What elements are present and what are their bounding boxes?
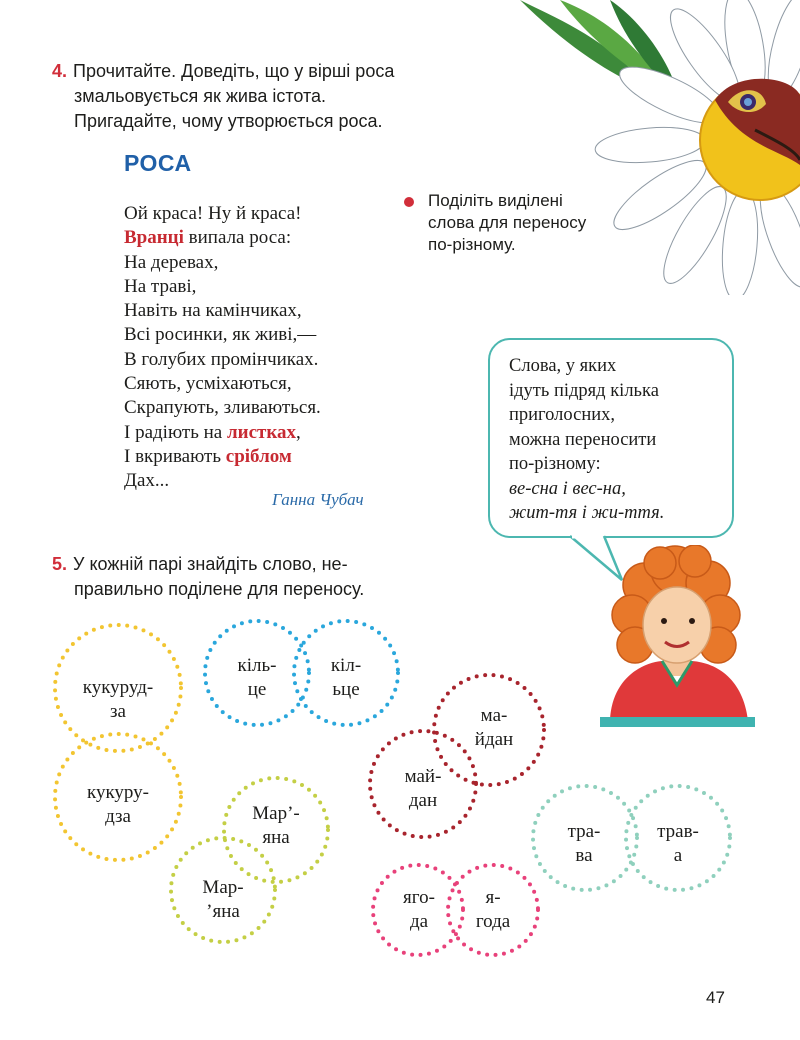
highlighted-word: Вранці — [124, 227, 184, 249]
word-part: трав- — [657, 821, 699, 842]
word-part: я- — [485, 887, 501, 908]
bubble-line: приголосних, — [509, 405, 616, 425]
poem-title: РОСА — [124, 150, 192, 176]
poem-author: Ганна Чубач — [272, 490, 364, 509]
word-part: кукуруд- — [82, 677, 154, 698]
bullet-note — [404, 190, 634, 256]
word-part: за — [110, 701, 126, 722]
task-4-line-3: Пригадайте, чому утворюється роса. — [74, 111, 383, 131]
highlighted-word: сріблом — [225, 445, 292, 467]
bubble-example: жит-тя і жи-ття. — [509, 503, 665, 523]
poem-line: На траві, — [124, 275, 197, 297]
word-part: це — [247, 679, 267, 700]
word-part: дза — [105, 806, 131, 827]
task-5-number: 5. — [52, 554, 68, 574]
bubble-line: Слова, у яких — [509, 356, 617, 376]
poem-line-start: І радіють на — [124, 421, 227, 443]
bubble-line: по-різному: — [509, 454, 601, 474]
bullet-note-line: по-різному. — [428, 235, 516, 254]
word-part: кукуру- — [86, 782, 149, 803]
word-part: Мар- — [202, 877, 244, 898]
poem-text — [124, 202, 321, 494]
word-part: кіль- — [237, 655, 277, 676]
task-4-instructions — [52, 59, 472, 134]
task-4-number: 4. — [52, 61, 68, 81]
bubble-example: ве-сна і вес-на, — [509, 478, 626, 499]
page-number: 47 — [706, 988, 725, 1007]
word-part: Мар’- — [252, 803, 300, 824]
word-option[interactable] — [383, 765, 463, 813]
word-part: ’яна — [206, 901, 240, 922]
word-part: года — [475, 911, 511, 932]
poem-line: Всі росинки, як живі,— — [124, 324, 317, 346]
bullet-note-line: слова для переносу — [428, 213, 587, 232]
word-option[interactable] — [455, 886, 531, 934]
task-5-instructions — [52, 552, 452, 602]
bullet-dot-icon — [404, 197, 414, 207]
word-option[interactable] — [236, 802, 316, 850]
poem-line: Навіть на камінчиках, — [124, 300, 302, 322]
word-part: ва — [575, 845, 593, 866]
word-option[interactable] — [183, 876, 263, 924]
task-4-line-1: Прочитайте. Доведіть, що у вірші роса — [73, 61, 395, 81]
word-part: да — [409, 911, 429, 932]
poem-line-rest: випала роса: — [183, 227, 292, 249]
word-option[interactable] — [544, 820, 624, 868]
bubble-line: можна переносити — [509, 429, 657, 450]
speech-bubble-text — [509, 354, 664, 526]
poem-line-start: І вкривають — [124, 445, 226, 467]
word-part: ьце — [332, 679, 360, 700]
word-part: дан — [408, 790, 438, 811]
word-option[interactable] — [58, 781, 178, 829]
word-option[interactable] — [383, 886, 455, 934]
poem-line: В голубих промінчиках. — [124, 348, 319, 370]
poem-line — [124, 226, 321, 250]
highlighted-word: листках — [226, 421, 297, 443]
word-part: ма- — [480, 705, 508, 726]
word-part: кіл- — [330, 655, 362, 676]
task-5-line-2: правильно поділене для переносу. — [74, 579, 365, 599]
bubble-line: ідуть підряд кілька — [509, 380, 659, 401]
word-option[interactable] — [638, 820, 718, 868]
word-part: май- — [404, 766, 442, 787]
task-5-line-1: У кожній парі знайдіть слово, не- — [73, 554, 348, 574]
word-part: тра- — [567, 821, 601, 842]
poem-line: На деревах, — [124, 251, 219, 273]
word-part: а — [673, 845, 683, 866]
poem-line: Сяють, усміхаються, — [124, 373, 292, 395]
poem-line-end: , — [296, 421, 301, 443]
word-part: яна — [262, 827, 290, 848]
poem-line: Ой краса! Ну й краса! — [124, 203, 302, 224]
poem-line: Дах... — [124, 470, 170, 492]
poem-line: Скрапують, зливаються. — [124, 397, 321, 419]
word-part: яго- — [403, 887, 435, 908]
word-option[interactable] — [58, 676, 178, 724]
word-option[interactable] — [454, 704, 534, 752]
poem-line — [124, 445, 321, 469]
word-option[interactable] — [306, 654, 386, 702]
bullet-note-text — [428, 190, 634, 256]
task-4-line-2: змальовується як жива істота. — [74, 86, 327, 106]
word-option[interactable] — [217, 654, 297, 702]
word-part: йдан — [474, 729, 514, 750]
bullet-note-line: Поділіть виділені — [428, 191, 563, 210]
poem-line — [124, 421, 321, 445]
